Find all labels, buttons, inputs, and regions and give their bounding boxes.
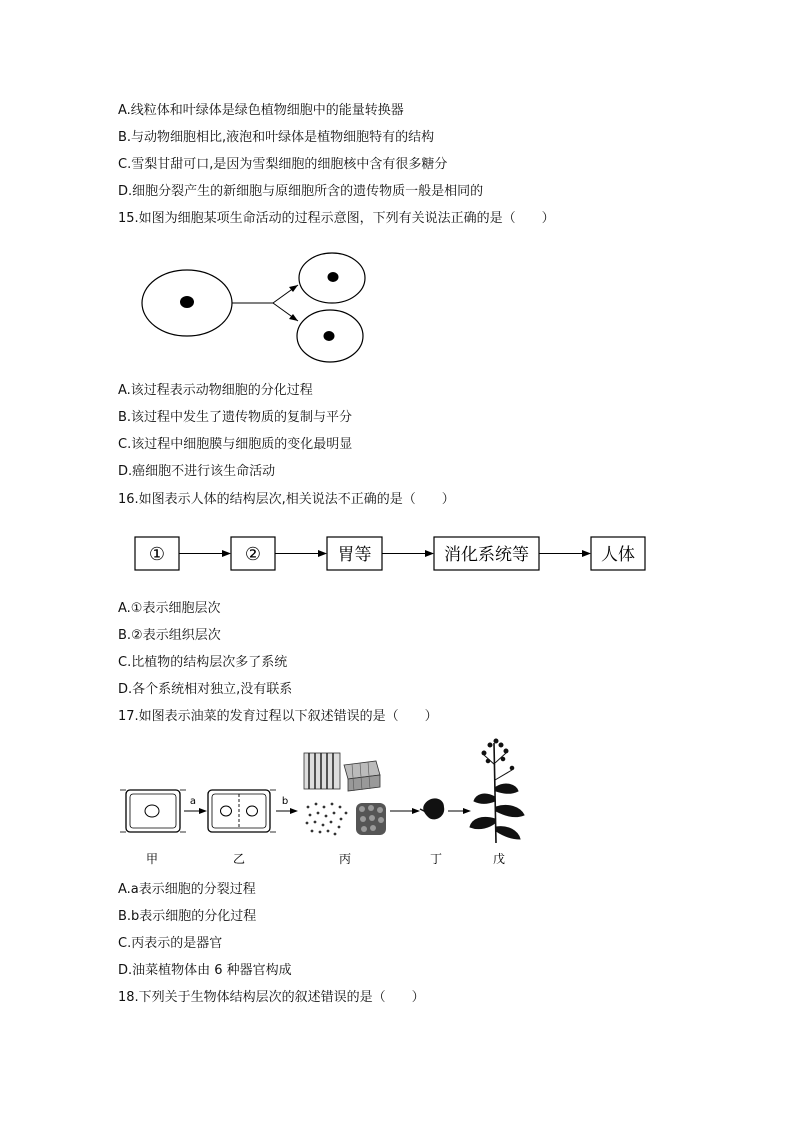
q16-option-d: D.各个系统相对独立,没有联系 [118, 682, 293, 697]
flow-box-4-label: 消化系统等 [444, 545, 529, 565]
q16-stem: 16.如图表示人体的结构层次,相关说法不正确的是（ ） [118, 492, 455, 507]
q17-stem: 17.如图表示油菜的发育过程以下叙述错误的是（ ） [118, 709, 438, 724]
q15-stem: 15.如图为细胞某项生命活动的过程示意图，下列有关说法正确的是（ ） [118, 211, 555, 226]
stage-label-jia: 甲 [145, 852, 159, 866]
daughter-nucleus-bottom [324, 331, 335, 341]
q15-option-d: D.癌细胞不进行该生命活动 [118, 464, 276, 479]
daughter-nucleus-top [328, 272, 339, 282]
q18-stem: 18.下列关于生物体结构层次的叙述错误的是（ ） [118, 990, 425, 1005]
stage-bing-tissues [304, 753, 386, 835]
tissue-vascular [304, 753, 340, 789]
stage-label-wu: 戊 [492, 852, 506, 866]
cell-division-diagram [130, 245, 380, 375]
structure-level-flow [130, 533, 650, 575]
q14-option-a: A.线粒体和叶绿体是绿色植物细胞中的能量转换器 [118, 103, 404, 118]
arrow-label-a: a [189, 796, 197, 807]
q16-option-c: C.比植物的结构层次多了系统 [118, 655, 288, 670]
q15-option-a: A.该过程表示动物细胞的分化过程 [118, 383, 313, 398]
q14-option-d: D.细胞分裂产生的新细胞与原细胞所含的遗传物质一般是相同的 [118, 184, 484, 199]
q14-option-c: C.雪梨甘甜可口,是因为雪梨细胞的细胞核中含有很多糖分 [118, 157, 448, 172]
q14-option-b: B.与动物细胞相比,液泡和叶绿体是植物细胞特有的结构 [118, 130, 435, 145]
flow-box-2-label: ② [244, 544, 262, 565]
flow-box-5-label: 人体 [601, 545, 635, 565]
tissue-meristem [356, 803, 386, 835]
q16-option-a: A.①表示细胞层次 [118, 601, 221, 616]
stage-label-yi: 乙 [232, 852, 246, 866]
tissue-epidermis [344, 761, 380, 791]
q15-option-b: B.该过程中发生了遗传物质的复制与平分 [118, 410, 353, 425]
stage-wu-plant [470, 739, 524, 843]
q17-option-a: A.a表示细胞的分裂过程 [118, 882, 256, 897]
stage-label-ding: 丁 [429, 852, 443, 866]
q15-option-c: C.该过程中细胞膜与细胞质的变化最明显 [118, 437, 353, 452]
q17-option-c: C.丙表示的是器官 [118, 936, 223, 951]
q17-option-b: B.b表示细胞的分化过程 [118, 909, 257, 924]
rape-plant-development-diagram [118, 735, 538, 875]
flow-box-3-label: 胃等 [337, 545, 372, 565]
stage-yi-cell [208, 790, 276, 832]
stage-ding-organ [420, 798, 444, 819]
tissue-parenchyma [306, 803, 348, 836]
flow-box-1-label: ① [148, 544, 166, 565]
q16-option-b: B.②表示组织层次 [118, 628, 221, 643]
parent-nucleus [180, 296, 194, 308]
stage-jia-cell [120, 790, 186, 832]
arrow-label-b: b [281, 796, 289, 807]
q17-option-d: D.油菜植物体由 6 种器官构成 [118, 963, 292, 978]
stage-label-bing: 丙 [338, 852, 352, 866]
